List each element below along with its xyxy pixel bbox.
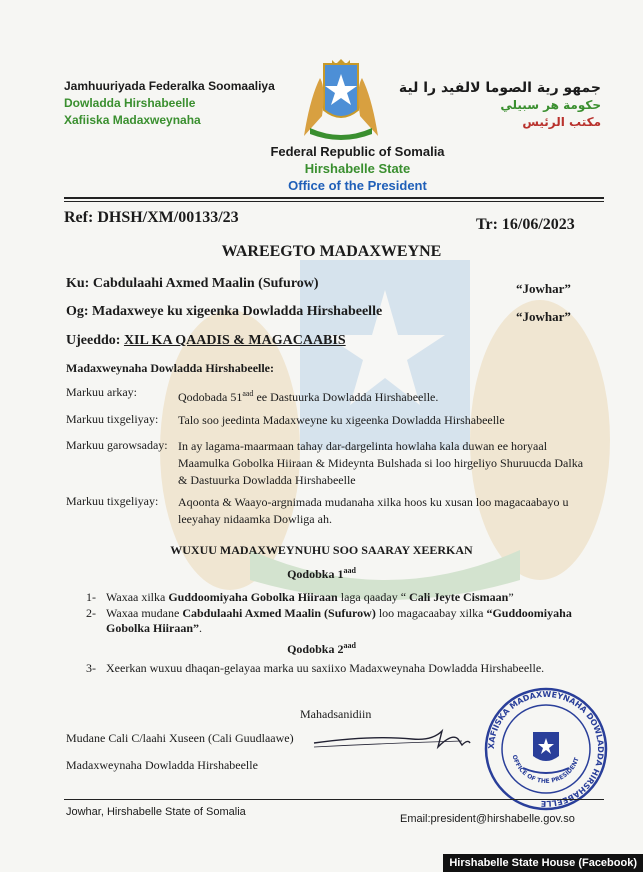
copy-place: “Jowhar” bbox=[516, 309, 571, 324]
article-1-heading: Qodobka $1^{aad}$ bbox=[287, 566, 356, 581]
decree-item: Xeerkan wuxuu dhaqan-gelayaa marka uu saxiixo Madaxweynaha Dowladda Hirshabeelle. bbox=[106, 661, 545, 675]
recipient-line: Ku: Cabdulaahi Axmed Maalin (Sufurow) bbox=[66, 276, 319, 291]
item-text: Waxaa xilka bbox=[106, 590, 169, 604]
signer-title: Madaxweynaha Dowladda Hirshabeelle bbox=[66, 758, 258, 772]
decree-item bbox=[106, 590, 576, 605]
decree-heading: WUXUU MADAXWEYNUHU SOO SAARAY XEERKAN bbox=[170, 543, 473, 557]
item-text: laga qaaday “ bbox=[337, 590, 410, 604]
item-text: ” bbox=[508, 590, 514, 604]
office-name-en: Office of the President bbox=[288, 178, 427, 193]
header-divider bbox=[64, 197, 604, 199]
clause-text: Talo soo jeedinta Madaxweyne ku xigeenka Dowladda Hirshabeelle bbox=[178, 413, 505, 427]
footer-address: Jowhar, Hirshabelle State of Somalia bbox=[66, 806, 246, 818]
closing-thanks: Mahadsanidiin bbox=[300, 707, 372, 721]
office-name-so: Xafiiska Madaxweynaha bbox=[64, 113, 201, 127]
country-name-ar: جمهو رية الصوما لالفيد را لية bbox=[398, 80, 601, 96]
country-name-en: Federal Republic of Somalia bbox=[270, 144, 445, 159]
footer-email: Email:president@hirshabelle.gov.so bbox=[400, 813, 575, 825]
clause-text: Qodobada $51^{aad}$ ee Dastuurka Dowladda Hirshabeelle. bbox=[178, 389, 439, 404]
clause-label: Markuu garowsaday: bbox=[66, 438, 168, 452]
item-person: Cabdulaahi Axmed Maalin (Sufurow) bbox=[182, 606, 376, 620]
item-text: . bbox=[199, 621, 203, 635]
item-person: Cali Jeyte Cismaan bbox=[409, 590, 509, 604]
item-text: loo magacaabay xilka bbox=[375, 606, 487, 620]
country-name-so: Jamhuuriyada Federalka Soomaaliya bbox=[64, 79, 275, 93]
clause-label: Markuu arkay: bbox=[66, 385, 137, 399]
header-right bbox=[399, 80, 601, 131]
copy-line: Og: Madaxweye ku xigeenka Dowladda Hirshabeelle bbox=[66, 304, 383, 319]
state-name-en: Hirshabelle State bbox=[304, 161, 411, 176]
recipient-place: “Jowhar” bbox=[516, 281, 571, 296]
header-divider-thin bbox=[64, 201, 604, 202]
item-number: 3- bbox=[86, 661, 96, 675]
reference-number: Ref: DHSH/XM/00133/23 bbox=[64, 209, 239, 226]
issuer-line: Madaxweynaha Dowladda Hirshabeelle: bbox=[66, 361, 275, 375]
clause-text: In ay lagama-maarmaan tahay dar-dargelinta howlaha kala duwan ee horyaal Maamulka Gobolka Hiiraan & Mideynta Bulshada si loo hirgeliyo Shuruucda Dalka & Dastuurka Dowladda Hirshabeelle bbox=[178, 439, 584, 487]
clause-label: Markuu tixgeliyay: bbox=[66, 494, 159, 508]
signer-name: Mudane Cali C/laahi Xuseen (Cali Guudlaawe) bbox=[66, 731, 294, 745]
office-name-ar: مكتب الرئيس bbox=[522, 115, 601, 129]
item-number: 2- bbox=[86, 606, 96, 620]
clause-label: Markuu tixgeliyay: bbox=[66, 412, 159, 426]
signature-graphic bbox=[312, 725, 472, 755]
stamp-outer-text: XAFIISKA MADAXWEYNAHA DOWLADDA HIRSHABEELLE bbox=[486, 689, 606, 809]
state-name-ar: حكومة هر سبيلي bbox=[500, 98, 601, 112]
item-number: 1- bbox=[86, 590, 96, 604]
header-left bbox=[64, 78, 275, 129]
subject-value: XIL KA QAADIS & MAGACAABIS bbox=[123, 333, 346, 348]
decree-item bbox=[106, 606, 576, 636]
document-date: Tr: 16/06/2023 bbox=[476, 216, 575, 233]
state-name-so: Dowladda Hirshabeelle bbox=[64, 96, 196, 110]
document-title: WAREEGTO MADAXWEYNE bbox=[221, 243, 442, 260]
subject-label: Ujeeddo: bbox=[66, 333, 121, 348]
item-office: Guddoomiyaha Gobolka Hiiraan bbox=[168, 590, 338, 604]
image-credit: Hirshabelle State House (Facebook) bbox=[443, 854, 643, 872]
article-2-heading: Qodobka $2^{aad}$ bbox=[287, 641, 356, 656]
somalia-crest-icon bbox=[296, 58, 386, 142]
footer-divider bbox=[64, 799, 604, 800]
item-office: “Guddoomiyaha Gobolka Hiiraan” bbox=[106, 606, 572, 635]
clause-text: Aqoonta & Waayo-argnimada mudanaha xilka hoos ku xusan loo magacaabayo u leeyahay nidaamka Dowliga ah. bbox=[178, 495, 569, 526]
stamp-inner-text: OFFICE OF THE PRESIDENT bbox=[510, 754, 581, 786]
item-text: Waxaa mudane bbox=[106, 606, 183, 620]
official-stamp bbox=[483, 686, 609, 812]
subject-line bbox=[66, 333, 346, 349]
